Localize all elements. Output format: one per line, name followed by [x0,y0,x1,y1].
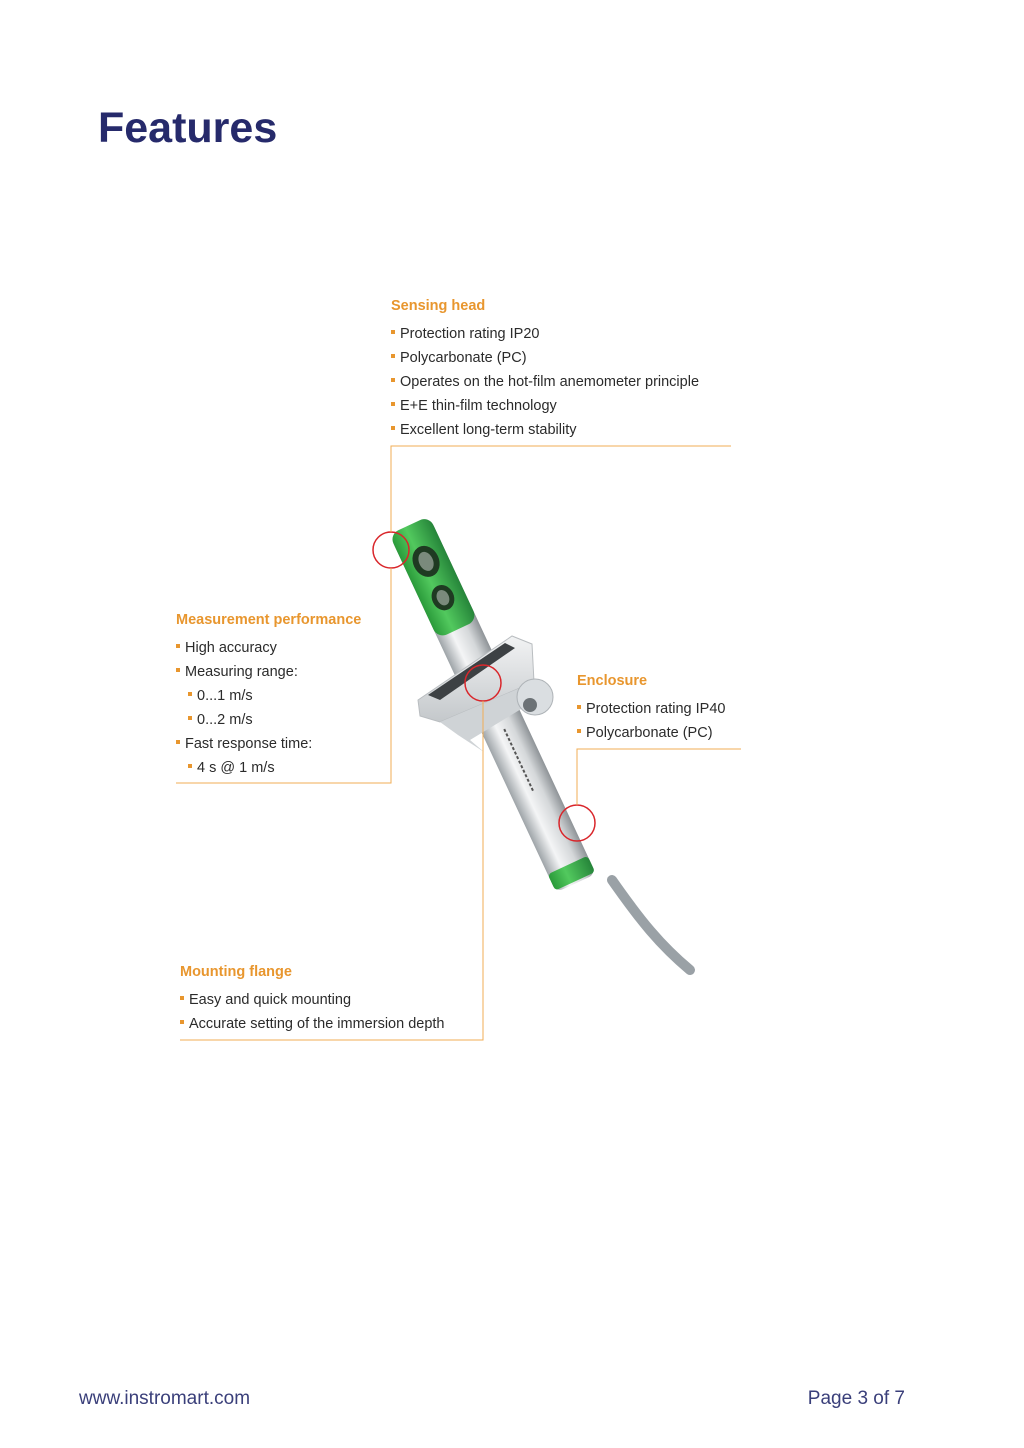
measurement-performance-callout [176,612,361,780]
list-item: Polycarbonate (PC) [391,346,699,370]
list-item: Easy and quick mounting [180,988,445,1012]
measurement-list [176,636,361,780]
list-item: Protection rating IP40 [577,697,725,721]
cable [612,880,690,970]
list-item: Accurate setting of the immersion depth [180,1012,445,1036]
list-item: Fast response time: [176,732,361,756]
mounting-list [180,988,445,1036]
list-item: Protection rating IP20 [391,322,699,346]
mounting-heading: Mounting flange [180,964,292,980]
list-item: High accuracy [176,636,361,660]
footer-page-number: Page 3 of 7 [807,1388,905,1409]
sensing-head-list [391,322,699,442]
sensing-head-heading: Sensing head [391,298,486,314]
enclosure-callout [577,673,725,745]
list-item: 0...2 m/s [176,708,361,732]
footer-website-link[interactable]: www.instromart.com [79,1388,251,1409]
page-title: Features [98,104,278,152]
list-item: E+E thin-film technology [391,394,699,418]
measurement-heading: Measurement performance [176,612,362,628]
enclosure-heading: Enclosure [577,673,648,689]
list-item: 4 s @ 1 m/s [176,756,361,780]
sensing-head-leader-line [391,446,731,532]
enclosure-leader-line [577,749,741,805]
enclosure-list [577,697,725,745]
list-item: Polycarbonate (PC) [577,721,725,745]
list-item: Excellent long-term stability [391,418,699,442]
list-item: 0...1 m/s [176,684,361,708]
mounting-flange-callout [180,964,445,1036]
list-item: Operates on the hot-film anemometer principle [391,370,699,394]
list-item: Measuring range: [176,660,361,684]
sensing-head-callout [391,298,699,442]
